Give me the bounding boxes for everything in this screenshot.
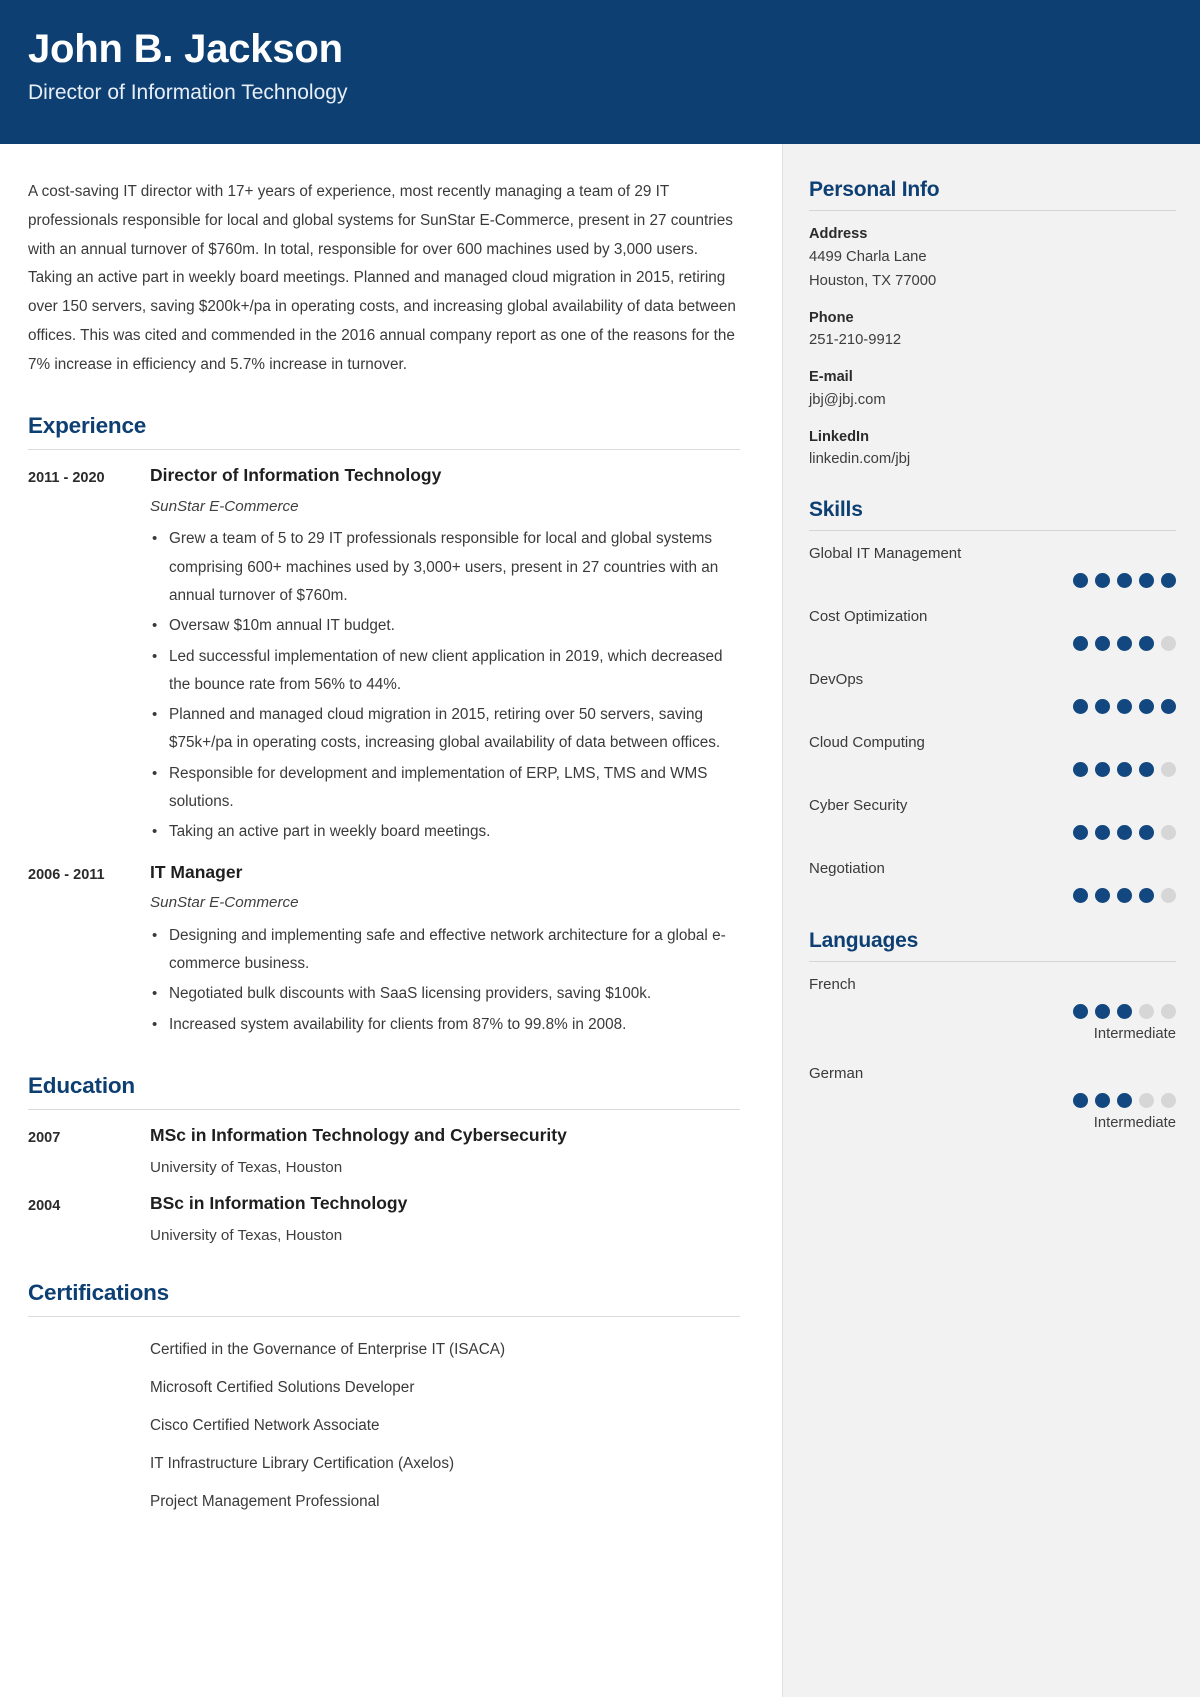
experience-date: 2011 - 2020 [28, 470, 105, 487]
personal-info-group [809, 307, 1176, 354]
skill-row [809, 606, 1176, 651]
certification-item: IT Infrastructure Library Certification (Axelos) [150, 1454, 455, 1472]
language-row [809, 974, 1176, 1045]
candidate-job-title: Director of Information Technology [28, 81, 348, 105]
skill-name: Cloud Computing [809, 734, 925, 752]
education-date: 2004 [28, 1198, 61, 1215]
dot-filled [1139, 636, 1154, 651]
rating-dots [809, 762, 1176, 777]
rating-dots [809, 1093, 1176, 1108]
dot-filled [1095, 888, 1110, 903]
dot-filled [1073, 573, 1088, 588]
skill-row [809, 669, 1176, 714]
dot-filled [1073, 762, 1088, 777]
education-school: University of Texas, Houston [150, 1158, 343, 1176]
dot-filled [1073, 888, 1088, 903]
personal-info-value-secondary: Houston, TX 77000 [809, 272, 937, 289]
dot-filled [1095, 699, 1110, 714]
dot-filled [1095, 1004, 1110, 1019]
education-heading: Education [28, 1072, 135, 1098]
personal-info-label: Phone [809, 309, 854, 326]
personal-info-value: linkedin.com/jbj [809, 451, 911, 468]
skills-divider [809, 530, 1176, 531]
dot-empty [1139, 1004, 1154, 1019]
education-date: 2007 [28, 1129, 61, 1146]
dot-filled [1117, 888, 1132, 903]
experience-heading: Experience [28, 413, 147, 439]
languages-section [809, 929, 1176, 1134]
language-row [809, 1063, 1176, 1134]
skills-heading: Skills [809, 498, 863, 522]
certification-item: Microsoft Certified Solutions Developer [150, 1379, 415, 1397]
experience-divider [28, 449, 740, 450]
experience-entry [28, 861, 740, 1039]
education-list [28, 1124, 740, 1246]
rating-dots [809, 573, 1176, 588]
dot-filled [1095, 762, 1110, 777]
languages-list [809, 974, 1176, 1134]
personal-info-group [809, 223, 1176, 294]
experience-list [28, 464, 740, 1039]
dot-filled [1073, 825, 1088, 840]
certifications-heading: Certifications [28, 1280, 169, 1306]
personal-info-heading: Personal Info [809, 178, 940, 201]
rating-dots [809, 825, 1176, 840]
dot-empty [1161, 762, 1176, 777]
skills-list [809, 543, 1176, 903]
education-school: University of Texas, Houston [150, 1226, 343, 1244]
experience-organization: SunStar E-Commerce [150, 497, 299, 515]
resume-header [0, 0, 1200, 144]
skills-section [809, 498, 1176, 903]
personal-info-list [809, 223, 1176, 472]
dot-filled [1161, 699, 1176, 714]
education-entry [28, 1192, 740, 1246]
dot-empty [1139, 1093, 1154, 1108]
dot-empty [1161, 1004, 1176, 1019]
dot-filled [1095, 825, 1110, 840]
experience-bullets [150, 525, 740, 846]
personal-info-group [809, 366, 1176, 413]
experience-bullet: • Planned and managed cloud migration in 2015, retiring over 50 servers, saving $75k+/pa in operating costs, increasing global availability of data between offices. [150, 701, 740, 758]
dot-filled [1095, 1093, 1110, 1108]
dot-filled [1117, 636, 1132, 651]
experience-bullet: • Designing and implementing safe and effective network architecture for a global e-commerce business. [150, 922, 740, 979]
education-degree: BSc in Information Technology [150, 1193, 408, 1214]
dot-filled [1139, 573, 1154, 588]
rating-dots [809, 888, 1176, 903]
personal-info-value: 4499 Charla Lane [809, 248, 927, 265]
dot-filled [1139, 825, 1154, 840]
experience-entry [28, 464, 740, 846]
resume-body [0, 144, 1200, 1697]
professional-summary: A cost-saving IT director with 17+ years of experience, most recently managing a team of 29 IT professionals responsible for local and global systems for SunStar E-Commerce, present in 27 countries with an annual turnover of $760m. In total, responsible for over 600 machines used by 3,000 users. Taking an active part in weekly board meetings. Planned and managed cloud migration in 2015, retiring over 150 servers, saving $200k+/pa in operating costs, and increasing global availability of data between offices. This was cited and commended in the 2016 annual company report as one of the reasons for the 7% increase in efficiency and 5.7% increase in turnover. [28, 183, 736, 373]
education-degree: MSc in Information Technology and Cybersecurity [150, 1124, 567, 1145]
experience-organization: SunStar E-Commerce [150, 894, 299, 912]
education-entry-body [150, 1192, 740, 1246]
education-entry [28, 1124, 740, 1178]
certification-item: Cisco Certified Network Associate [150, 1417, 380, 1435]
language-name: German [809, 1065, 864, 1083]
education-divider [28, 1109, 740, 1110]
certifications-list [28, 1331, 740, 1520]
skill-row [809, 858, 1176, 903]
personal-info-value: jbj@jbj.com [809, 391, 886, 408]
certification-item: Project Management Professional [150, 1492, 380, 1510]
experience-bullet: • Responsible for development and implementation of ERP, LMS, TMS and WMS solutions. [150, 760, 740, 817]
personal-info-divider [809, 210, 1176, 211]
dot-filled [1117, 573, 1132, 588]
dot-filled [1117, 1004, 1132, 1019]
skill-row [809, 732, 1176, 777]
education-entry-body [150, 1124, 740, 1178]
dot-filled [1117, 1093, 1132, 1108]
personal-info-label: LinkedIn [809, 428, 869, 445]
dot-empty [1161, 636, 1176, 651]
dot-empty [1161, 888, 1176, 903]
dot-filled [1161, 573, 1176, 588]
experience-bullet: • Increased system availability for clients from 87% to 99.8% in 2008. [150, 1011, 740, 1039]
dot-empty [1161, 825, 1176, 840]
skill-name: DevOps [809, 671, 864, 689]
experience-bullet: • Oversaw $10m annual IT budget. [150, 612, 740, 640]
dot-empty [1161, 1093, 1176, 1108]
languages-divider [809, 961, 1176, 962]
rating-dots [809, 1004, 1176, 1019]
experience-bullet: • Led successful implementation of new client application in 2019, which decreased the bounce rate from 56% to 44%. [150, 643, 740, 700]
rating-dots [809, 699, 1176, 714]
languages-heading: Languages [809, 929, 919, 953]
personal-info-label: Address [809, 226, 868, 242]
dot-filled [1117, 699, 1132, 714]
experience-bullets [150, 922, 740, 1039]
experience-entry-body [150, 861, 740, 1039]
dot-filled [1139, 699, 1154, 714]
dot-filled [1117, 762, 1132, 777]
dot-filled [1073, 699, 1088, 714]
personal-info-value: 251-210-9912 [809, 332, 902, 349]
dot-filled [1139, 762, 1154, 777]
dot-filled [1095, 573, 1110, 588]
dot-filled [1073, 1004, 1088, 1019]
skill-row [809, 795, 1176, 840]
certifications-divider [28, 1316, 740, 1317]
language-level: Intermediate [1093, 1115, 1176, 1132]
language-name: French [809, 976, 856, 994]
candidate-name: John B. Jackson [28, 27, 343, 71]
experience-bullet: • Taking an active part in weekly board meetings. [150, 818, 740, 846]
dot-filled [1117, 825, 1132, 840]
skill-name: Cost Optimization [809, 608, 928, 626]
language-level: Intermediate [1093, 1026, 1176, 1043]
dot-filled [1139, 888, 1154, 903]
skill-row [809, 543, 1176, 588]
skill-name: Global IT Management [809, 545, 962, 563]
certification-item: Certified in the Governance of Enterprise IT (ISACA) [150, 1341, 506, 1359]
personal-info-section [809, 178, 1176, 472]
experience-section [28, 413, 740, 1039]
skill-name: Cyber Security [809, 797, 908, 815]
personal-info-group [809, 426, 1176, 473]
experience-bullet: • Grew a team of 5 to 29 IT professionals responsible for local and global systems comprising 600+ machines used by 3,000+ users, present in 27 countries with an annual turnover of $760m. [150, 525, 740, 610]
experience-role: Director of Information Technology [150, 465, 442, 486]
sidebar-column [782, 144, 1200, 1697]
experience-role: IT Manager [150, 861, 243, 882]
skill-name: Negotiation [809, 860, 885, 878]
experience-date: 2006 - 2011 [28, 866, 105, 883]
rating-dots [809, 636, 1176, 651]
certifications-section [28, 1280, 740, 1520]
dot-filled [1073, 1093, 1088, 1108]
experience-entry-body [150, 464, 740, 846]
experience-bullet: • Negotiated bulk discounts with SaaS licensing providers, saving $100k. [150, 980, 740, 1008]
dot-filled [1095, 636, 1110, 651]
personal-info-label: E-mail [809, 369, 853, 386]
main-column [0, 144, 782, 1697]
education-section [28, 1073, 740, 1246]
dot-filled [1073, 636, 1088, 651]
